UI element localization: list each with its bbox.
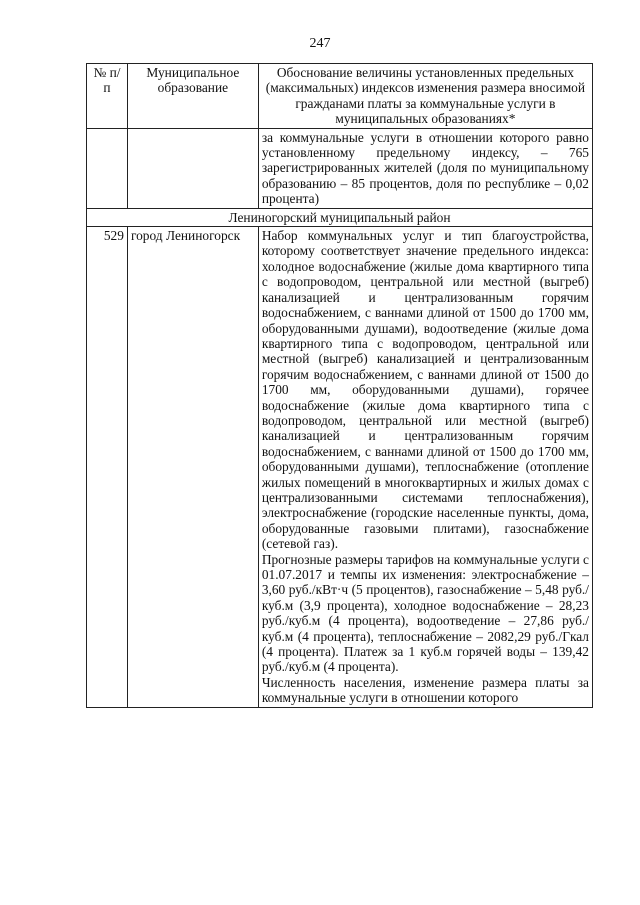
continuation-text: [258, 128, 592, 208]
row-paragraph-3: Численность населения, изменение размера платы за коммунальные услуги в отношении которого: [261, 674, 589, 706]
justification-table: [86, 63, 593, 708]
row-municipality: город Лениногорск: [127, 227, 258, 708]
continuation-num-cell: [87, 128, 128, 208]
header-municipality: Муниципальное образование: [127, 64, 258, 129]
continuation-paragraph: за коммунальные услуги в отношении которого равно установленному предельному индексу, – 765 зарегистрированных жителей (доля по муниципальному образованию – 85 процентов, доля по республике – 0,02 процента): [261, 129, 589, 207]
row-paragraph-2: Прогнозные размеры тарифов на коммунальные услуги с 01.07.2017 и темпы их изменения: электроснабжение – 3,60 руб./кВт·ч (5 процентов), газоснабжение – 5,48 руб./куб.м (3,9 процента), холодное водоснабжение – 28,23 руб./куб.м (4 процента), водоотведение – 27,86 руб./куб.м (4 процента), теплоснабжение – 2082,29 руб./Гкал (4 процента). Платеж за 1 куб.м горячей воды – 139,42 руб./куб.м (4 процента).: [261, 551, 589, 675]
continuation-row: [87, 128, 593, 208]
page-number: 247: [309, 36, 331, 51]
table-header-row: [87, 64, 593, 129]
section-title: Лениногорский муниципальный район: [87, 208, 593, 226]
header-number: № п/п: [87, 64, 128, 129]
header-justification: Обоснование величины установленных предельных (максимальных) индексов изменения размера вносимой гражданами платы за коммунальные услуги в муниципальных образованиях*: [258, 64, 592, 129]
row-paragraph-1: Набор коммунальных услуг и тип благоустройства, которому соответствует значение предельного индекса: холодное водоснабжение (жилые дома квартирного типа с водопроводом, центральной или местной (выгреб) канализацией и централизованным горячим водоснабжением, с ваннами длиной от 1500 до 1700 мм, оборудованными душами), водоотведение (жилые дома квартирного типа с водопроводом, центральной или местной (выгреб) канализацией и централизованным горячим водоснабжением, с ваннами длиной от 1500 до 1700 мм, оборудованными душами), горячее водоснабжение (жилые дома квартирного типа с водопроводом, центральной или местной (выгреб) канализацией и централизованным горячим водоснабжением, с ваннами длиной от 1500 до 1700 мм, оборудованными душами), теплоснабжение (отопление жилых помещений в многоквартирных и жилых домах с централизованными системами теплоснабжения), электроснабжение (городские населенные пункты, дома, оборудованные газовыми плитами), газоснабжение (сетевой газ).: [261, 228, 589, 552]
continuation-municipality-cell: [127, 128, 258, 208]
section-row: [87, 208, 593, 226]
row-justification: [258, 227, 592, 708]
table-row: [87, 227, 593, 708]
row-number: 529: [87, 227, 128, 708]
